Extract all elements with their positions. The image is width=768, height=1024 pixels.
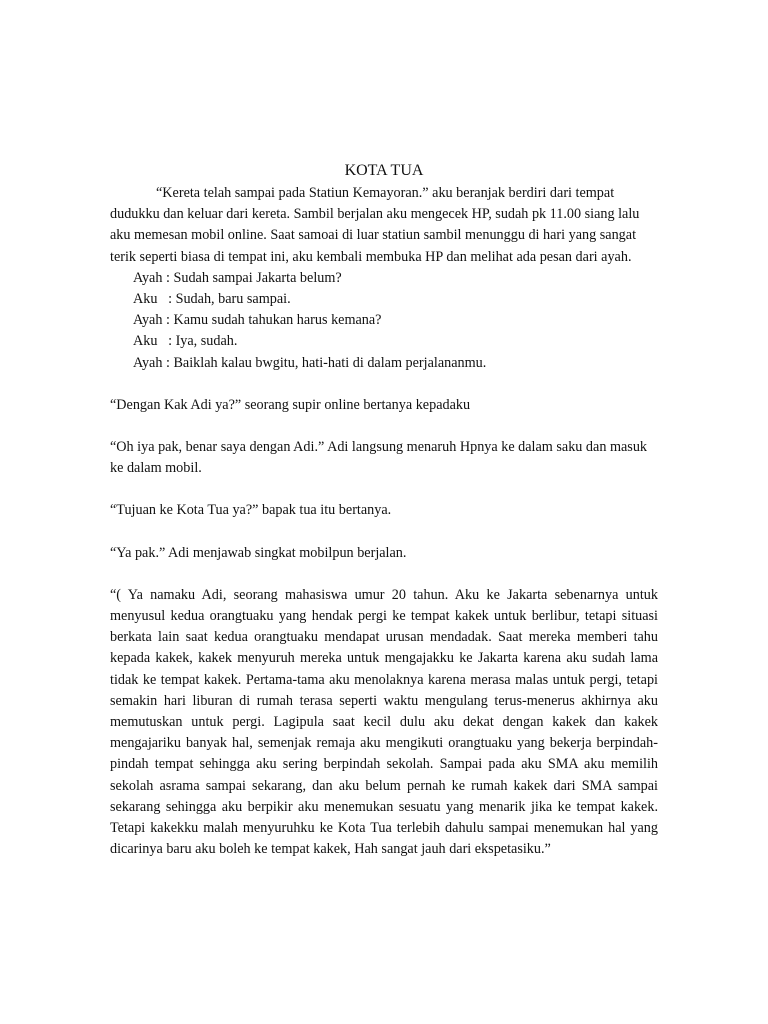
intro-paragraph: “Kereta telah sampai pada Statiun Kemayoran.” aku beranjak berdiri dari tempat dudukku dan keluar dari kereta. Sambil berjalan aku mengecek HP, sudah pk 11.00 siang lalu aku memesan mobil online. Saat samoai di luar statiun sambil menunggu di hari yang sangat terik seperti biasa di tempat ini, aku kembali membuka HP dan melihat ada pesan dari ayah. xyxy=(110,185,640,265)
dialogue-paragraph: “Dengan Kak Adi ya?” seorang supir online bertanya kepadaku xyxy=(110,396,471,413)
chat-line: Ayah : Sudah sampai Jakarta belum? xyxy=(133,269,342,286)
chat-line: Aku : Sudah, baru sampai. xyxy=(133,291,291,308)
chat-dialog xyxy=(110,268,658,374)
dialogue-paragraph: “Tujuan ke Kota Tua ya?” bapak tua itu bertanya. xyxy=(110,502,392,519)
document-title: KOTA TUA xyxy=(344,162,424,179)
chat-line: Ayah : Kamu sudah tahukan harus kemana? xyxy=(133,312,382,329)
document-body xyxy=(110,160,658,860)
dialogue-paragraph: “Ya pak.” Adi menjawab singkat mobilpun berjalan. xyxy=(110,544,407,561)
chat-line: Ayah : Baiklah kalau bwgitu, hati-hati di dalam perjalananmu. xyxy=(133,354,487,371)
narrative-paragraph: “( Ya namaku Adi, seorang mahasiswa umur 20 tahun. Aku ke Jakarta sebenarnya untuk menyusul kedua orangtuaku yang hendak pergi ke tempat kakek untuk berlibur, tetapi situasi berkata lain saat kedua orangtuaku mendapat urusan mendadak. Saat mereka memberi tahu kepada kakek, kakek menyuruh mereka untuk mengajakku ke Jakarta karena aku sudah lama tidak ke tempat kakek. Pertama-tama aku menolaknya karena merasa malas untuk pergi, tetapi semakin hari liburan di rumah terasa seperti waktu mengulang terus-menerus akhirnya aku memutuskan untuk pergi. Lagipula saat kecil dulu aku dekat dengan kakek dan kakek mengajariku banyak hal, semenjak remaja aku mengikuti orangtuaku yang bekerja berpindah-pindah tempat sehingga aku sering berpindah sekolah. Sampai pada aku SMA aku memilih sekolah asrama sampai sekarang, dan aku belum pernah ke rumah kakek dari SMA sampai sekarang sehingga aku berpikir aku menemukan sesuatu yang menarik jika ke tempat kakek. Tetapi kakekku malah menyuruhku ke Kota Tua terlebih dahulu sampai menemukan hal yang dicarinya baru aku boleh ke tempat kakek, Hah sangat jauh dari ekspetasiku.” xyxy=(110,586,658,858)
chat-line: Aku : Iya, sudah. xyxy=(133,333,238,350)
dialogue-paragraph: “Oh iya pak, benar saya dengan Adi.” Adi langsung menaruh Hpnya ke dalam saku dan masuk ke dalam mobil. xyxy=(110,439,648,477)
